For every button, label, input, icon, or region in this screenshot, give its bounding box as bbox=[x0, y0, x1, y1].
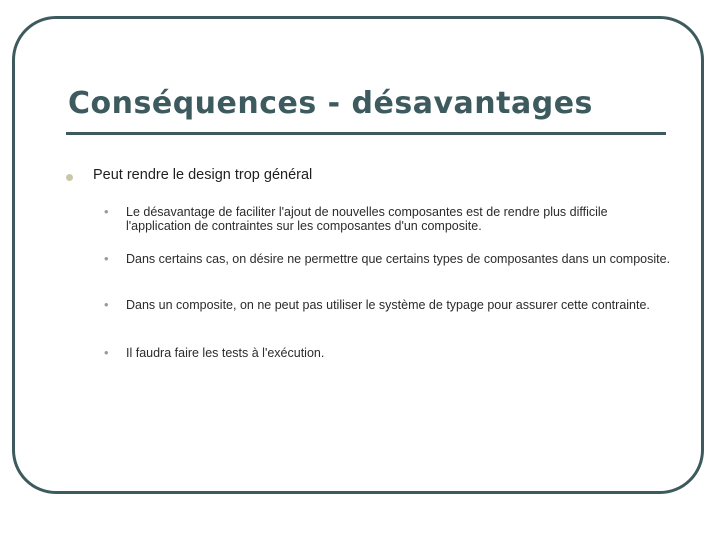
sub-point-4 bbox=[104, 346, 674, 360]
sub-point-2 bbox=[104, 252, 674, 266]
sub-bullet-icon: • bbox=[104, 297, 109, 312]
title-underline bbox=[66, 132, 666, 135]
sub-point-3 bbox=[104, 298, 674, 312]
sub-point-text: Il faudra faire les tests à l'exécution. bbox=[126, 346, 325, 360]
sub-bullet-icon: • bbox=[104, 251, 109, 266]
sub-point-1 bbox=[104, 205, 674, 233]
slide-title: Conséquences - désavantages bbox=[68, 86, 593, 121]
sub-bullet-icon: • bbox=[104, 345, 109, 360]
main-bullet-icon bbox=[66, 174, 73, 181]
main-point: Peut rendre le design trop général bbox=[93, 167, 313, 183]
sub-bullet-icon: • bbox=[104, 204, 109, 219]
sub-point-text: Dans certains cas, on désire ne permettre que certains types de composantes dans un composite. bbox=[126, 252, 671, 266]
sub-point-text: Dans un composite, on ne peut pas utiliser le système de typage pour assurer cette contrainte. bbox=[126, 298, 650, 312]
sub-point-text: Le désavantage de faciliter l'ajout de nouvelles composantes est de rendre plus difficile l'application de contraintes sur les composantes d'un composite. bbox=[126, 205, 608, 233]
